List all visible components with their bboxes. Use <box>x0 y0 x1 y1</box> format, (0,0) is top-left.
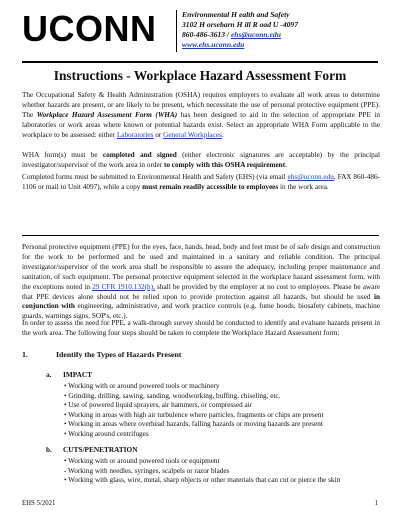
list-item: • Working in areas with high air turbulence where particles, fragments or chips are present <box>64 410 324 419</box>
bold-text: to comply with this OSHA requirement <box>163 160 286 169</box>
ehs-email-link[interactable]: ehs@uconn.edu <box>287 173 334 181</box>
body-paragraph-2: In order to assess the need for PPE, a walk-through survey should be conducted to identify and evaluate hazards present in the work area. The following four steps should be taken to complete the Workplace Hazard Assessment form: <box>22 319 380 337</box>
contact-block <box>182 10 298 50</box>
phone-text: 860-486-3613 / <box>182 30 231 39</box>
text-run: (either electronic signatures are acceptable) by the principal investigator/supervisor of the work area in order <box>22 151 380 169</box>
list-item: • Use of powered liquid sprayers, air hammers, or compressed air <box>64 401 253 409</box>
text-run: or <box>153 130 164 139</box>
section-1-heading <box>22 350 181 359</box>
address-line: 3102 H orsebarn H ill R oad U -4097 <box>182 20 299 29</box>
department-name: Environmental H ealth and Safety <box>182 10 290 19</box>
text-run: . <box>285 160 287 169</box>
intro-paragraph-1 <box>22 91 380 141</box>
email-link[interactable]: ehs@uconn.edu <box>230 30 281 39</box>
form-name-bold: Workplace Hazard Assessment Form (WHA) <box>36 110 178 119</box>
text-run: WHA form(s) must be <box>22 151 103 159</box>
subsection-b-heading <box>46 445 137 454</box>
cfr-link[interactable]: 29 CFR 1910.132(h), <box>92 282 155 291</box>
text-run: in the work area. <box>278 182 329 191</box>
text-run: . <box>221 130 224 139</box>
website-link[interactable]: www.ehs.uconn.edu <box>182 40 245 49</box>
bold-text: completed and signed <box>102 151 177 159</box>
list-item: • Working in areas where overhead hazards, falling hazards or moving hazards are present <box>64 420 323 428</box>
intro-paragraph-3 <box>22 173 380 193</box>
text-run: shall be provided by the employer at no cost to employees. Please be aware that PPE devices alone should not be relied upon to provide protection against all hazards, but should be used <box>22 282 380 301</box>
impact-list <box>64 382 323 439</box>
laboratories-link[interactable]: Laboratories <box>116 130 154 139</box>
text-run: has been designed to aid in the selection of appropriate PPE in laboratories or work areas where known or potential hazards exist. Select an appropriate WHA Form applicable to the workplace to be assessed: either <box>22 110 380 139</box>
page-footer <box>22 500 378 507</box>
section-number: 1. <box>22 350 28 359</box>
general-workplaces-link[interactable]: General Workplaces <box>163 130 222 139</box>
list-item: - Working with needles, syringes, scalpels or razor blades <box>64 466 230 475</box>
subsection-letter: a. <box>46 370 52 379</box>
uconn-logo: UCONN <box>22 8 157 49</box>
intro-paragraph-2 <box>22 151 380 171</box>
text-run: , FAX 860-486-1106 or mail to Unit 4097), while a copy <box>22 173 380 191</box>
text-run: engineering, administrative, and work practice controls (e.g. fume hoods, biosafety cabinets, machine guards, warnings signs, SOP's, etc.). <box>22 302 380 321</box>
list-item: • Grinding, drilling, sawing, sanding, woodworking, buffing, chiseling, etc. <box>64 391 281 400</box>
subsection-a-heading <box>46 370 92 379</box>
subsection-letter: b. <box>46 445 52 454</box>
page-number: 1 <box>374 500 378 507</box>
subsection-title: CUTS/PENETRATION <box>63 445 138 454</box>
section-title: Identify the Types of Hazards Present <box>56 350 182 359</box>
section-divider <box>22 235 379 236</box>
page-title: Instructions - Workplace Hazard Assessment Form <box>53 68 347 83</box>
list-item: • Working with glass, wire, metal, sharp objects or other materials that can cut or pierce the skin <box>64 476 341 484</box>
header-divider <box>22 61 378 63</box>
subsection-title: IMPACT <box>63 370 93 379</box>
bold-text: must remain readily accessible to employees <box>142 182 279 191</box>
body-paragraph-1 <box>22 243 380 322</box>
list-item: • Working with or around powered tools or machinery <box>64 382 220 390</box>
text-run: Completed forms must be submitted to Environmental Health and Safety (EHS) (via email <box>22 173 288 181</box>
list-item: • Working with or around powered tools or equipment <box>64 457 220 465</box>
cuts-list <box>64 457 340 486</box>
logo-divider <box>176 10 177 52</box>
text-run: Personal protective equipment (PPE) for the eyes, face, hands, head, body and feet must be of safe design and construction for the work to be performed and be used and maintained in a sanitary and reliable condition. The principal investigator/supervisor of the work area shall be responsible to assure the adequacy, including proper maintenance and sanitation, of such equipment. The personal protective equipment selected in the workplace hazard assessment form, with the exceptions noted in <box>22 243 380 291</box>
phone-email-line <box>182 30 298 40</box>
list-item: • Working around centrifuges <box>64 429 149 438</box>
bold-text: in conjunction with <box>22 292 380 311</box>
document-code: EHS 5/2021 <box>22 500 56 507</box>
text-run: The Occupational Safety & Health Administration (OSHA) requires employers to evaluate all work areas to determine whether hazards are present, or are likely to be present, which necessitate the use of personal protective equipment (PPE). The <box>22 91 380 119</box>
